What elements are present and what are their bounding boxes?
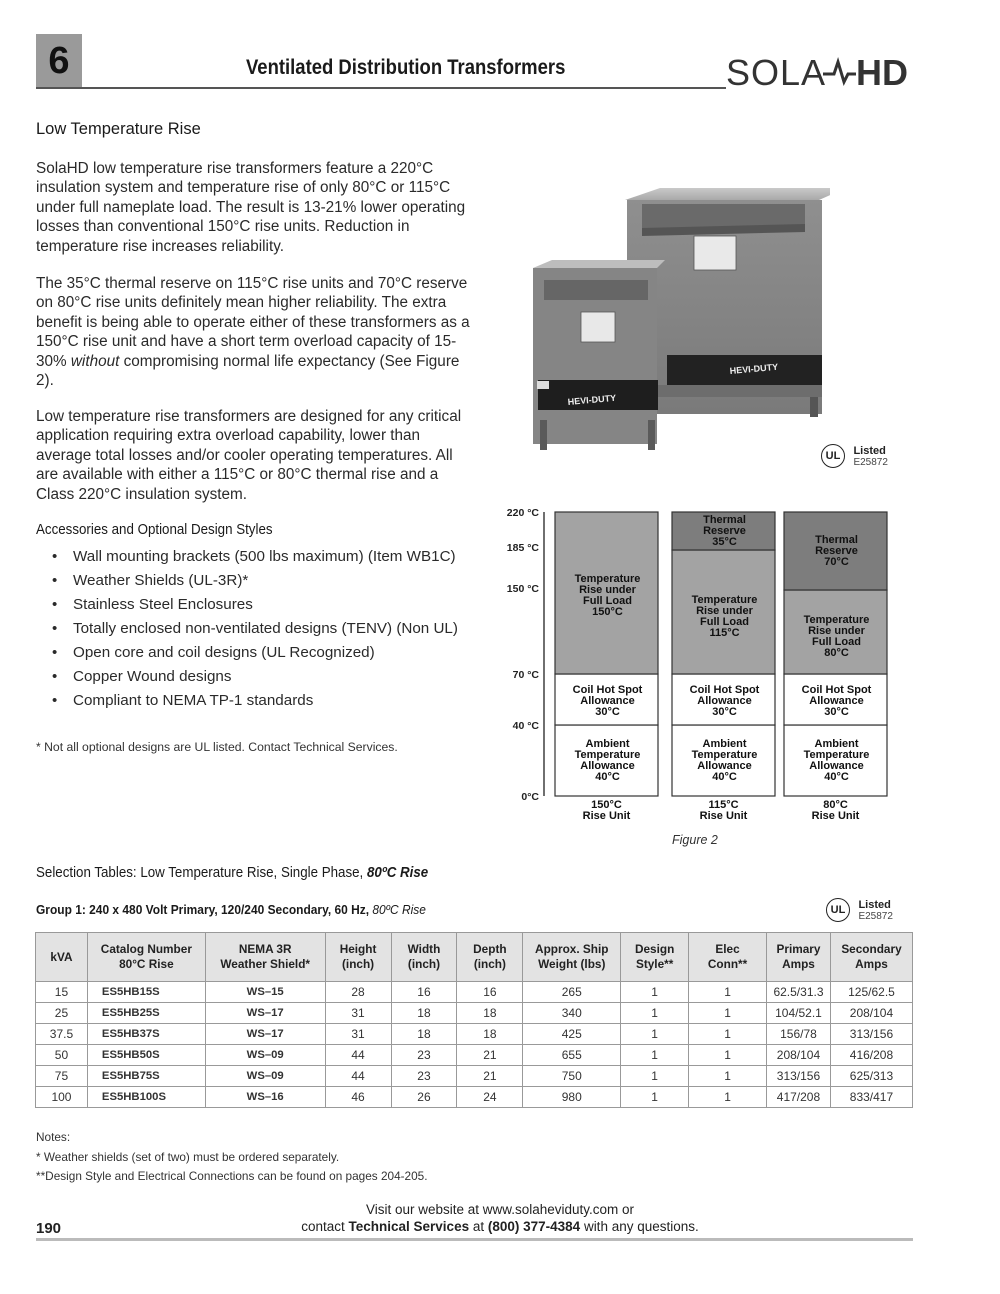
table-cell: 104/52.1 [767, 1003, 831, 1024]
footer-website-line: Visit our website at www.solaheviduty.com or [365, 1202, 635, 1217]
table-cell: 31 [325, 1003, 391, 1024]
table-cell: 44 [325, 1066, 391, 1087]
table-cell: 208/104 [767, 1045, 831, 1066]
segment-label: 115°C [709, 627, 740, 639]
table-cell: 44 [325, 1045, 391, 1066]
y-tick-label: 70 °C [512, 669, 539, 681]
table-cell: 1 [621, 982, 689, 1003]
segment-label: Temperature [803, 749, 870, 761]
page-header-title: Ventilated Distribution Transformers [246, 56, 566, 79]
ul-listed-mark [821, 444, 888, 468]
segment-label: 35°C [712, 536, 737, 548]
table-header-row [36, 933, 913, 982]
segment-label: Ambient [702, 738, 747, 750]
table-cell: 1 [689, 1045, 767, 1066]
segment-label: Temperature [803, 614, 870, 626]
segment-label: 40°C [824, 771, 849, 783]
table-cell: WS–09 [205, 1045, 325, 1066]
table-notes [36, 1128, 428, 1187]
table-cell: 50 [36, 1045, 88, 1066]
svg-text:HEVI-DUTY: HEVI-DUTY [567, 392, 617, 407]
table-row [36, 1024, 913, 1045]
column-label: 80°C [823, 799, 848, 811]
table-cell: 16 [391, 982, 457, 1003]
table-cell: 23 [391, 1066, 457, 1087]
figure-caption: Figure 2 [672, 833, 718, 847]
table-cell: 1 [621, 1066, 689, 1087]
table-cell: WS–17 [205, 1003, 325, 1024]
table-cell: 100 [36, 1087, 88, 1108]
segment-label: Allowance [697, 760, 752, 772]
segment-label: Rise under [579, 584, 636, 596]
table-cell: 340 [523, 1003, 621, 1024]
table-cell: 25 [36, 1003, 88, 1024]
column-label: 115°C [708, 799, 739, 811]
segment-label: Temperature [691, 749, 758, 761]
segment-label: Reserve [815, 545, 858, 557]
segment-label: 30°C [595, 706, 620, 718]
table-cell: 425 [523, 1024, 621, 1045]
rise-unit-column [672, 512, 775, 822]
table-cell: WS–17 [205, 1024, 325, 1045]
footer-contact-line: contact Technical Services at (800) 377-4384 with any questions. [301, 1219, 699, 1234]
notes-heading: Notes: [36, 1130, 71, 1144]
table-cell: 1 [689, 1024, 767, 1045]
table-cell: ES5HB75S [87, 1066, 205, 1087]
segment-label: Ambient [814, 738, 859, 750]
table-cell: 1 [689, 1087, 767, 1108]
table-cell: 1 [621, 1087, 689, 1108]
column-header: Elec Conn** [689, 933, 767, 982]
table-cell: ES5HB100S [87, 1087, 205, 1108]
svg-text:SOLA: SOLA [726, 52, 827, 92]
thermal-reserve-paragraph: The 35°C thermal reserve on 115°C rise units and 70°C reserve on 80°C rise units definitely mean higher reliability. The extra benefit is being able to operate either of these transformers as a 150°C rise unit and have a short term overload capacity of 15-30% without compromising normal life expectancy (See Figure 2). [36, 275, 470, 390]
ul-file-number: E25872 [853, 456, 888, 468]
segment-label: Temperature [574, 749, 641, 761]
note-design-style: **Design Style and Electrical Connections can be found on pages 204-205. [36, 1169, 428, 1183]
table-cell: 416/208 [830, 1045, 912, 1066]
segment-label: Rise under [808, 625, 865, 637]
list-item: • Weather Shields (UL-3R)* [52, 570, 458, 594]
segment-label: 70°C [824, 556, 849, 568]
table-cell: 21 [457, 1045, 523, 1066]
column-header: Primary Amps [767, 933, 831, 982]
transformer-product-photo [500, 180, 830, 460]
table-cell: 313/156 [830, 1024, 912, 1045]
solahd-logo [726, 52, 914, 92]
accessories-heading: Accessories and Optional Design Styles [36, 522, 273, 538]
application-paragraph: Low temperature rise transformers are designed for any critical application requiring extra overload capability, lower than average total losses and/or cooler operating temperatures. All are available with either a 115°C or 80°C thermal rise and a Class 220°C insulation system. [36, 408, 462, 503]
table-cell: 1 [689, 1003, 767, 1024]
table-cell: 417/208 [767, 1087, 831, 1108]
table-cell: ES5HB15S [87, 982, 205, 1003]
table-cell: 16 [457, 982, 523, 1003]
segment-label: 80°C [824, 647, 849, 659]
segment-label: Allowance [809, 695, 864, 707]
segment-label: 30°C [824, 706, 849, 718]
column-header: Approx. Ship Weight (lbs) [523, 933, 621, 982]
table-cell: 26 [391, 1087, 457, 1108]
segment-label: Coil Hot Spot [572, 684, 643, 696]
table-cell: WS–16 [205, 1087, 325, 1108]
column-header: Height (inch) [325, 933, 391, 982]
column-header: kVA [36, 933, 88, 982]
figure-axis [507, 507, 544, 803]
table-cell: 62.5/31.3 [767, 982, 831, 1003]
table-row [36, 1003, 913, 1024]
table-cell: 1 [621, 1024, 689, 1045]
table-cell: 75 [36, 1066, 88, 1087]
table-cell: 24 [457, 1087, 523, 1108]
segment-label: Full Load [700, 616, 749, 628]
header-rule [36, 87, 726, 89]
segment-label: 40°C [712, 771, 737, 783]
rise-unit-column [784, 512, 887, 822]
table-cell: WS–15 [205, 982, 325, 1003]
table-cell: 18 [391, 1003, 457, 1024]
list-item: • Compliant to NEMA TP-1 standards [52, 690, 458, 714]
svg-text:HEVI-DUTY: HEVI-DUTY [729, 361, 779, 376]
column-header: Design Style** [621, 933, 689, 982]
table-cell: 156/78 [767, 1024, 831, 1045]
table-row [36, 1045, 913, 1066]
list-item: • Open core and coil designs (UL Recognized) [52, 642, 458, 666]
column-label: Rise Unit [582, 810, 631, 822]
y-tick-label: 185 °C [506, 542, 539, 554]
table-cell: 46 [325, 1087, 391, 1108]
section-title: Low Temperature Rise [36, 120, 201, 138]
table-row [36, 1066, 913, 1087]
table-cell: 1 [689, 982, 767, 1003]
segment-label: 40°C [595, 771, 620, 783]
group-title: Group 1: 240 x 480 Volt Primary, 120/240 Secondary, 60 Hz, 80ºC Rise [36, 902, 426, 917]
segment-label: Allowance [697, 695, 752, 707]
segment-label: Reserve [703, 525, 746, 537]
column-label: Rise Unit [811, 810, 860, 822]
column-label: Rise Unit [699, 810, 748, 822]
y-tick-label: 0°C [521, 791, 539, 803]
table-cell: 21 [457, 1066, 523, 1087]
segment-label: Temperature [574, 573, 641, 585]
segment-label: Full Load [812, 636, 861, 648]
segment-label: Thermal [815, 534, 858, 546]
table-cell: 125/62.5 [830, 982, 912, 1003]
segment-label: Thermal [703, 514, 746, 526]
segment-label: Rise under [696, 605, 753, 617]
accessories-list [52, 546, 458, 714]
temperature-rise-figure [495, 500, 915, 830]
section-number-badge: 6 [36, 34, 82, 88]
ul-listed-label: Listed [853, 444, 886, 457]
table-cell: WS–09 [205, 1066, 325, 1087]
table-cell: 28 [325, 982, 391, 1003]
svg-text:HD: HD [856, 52, 908, 92]
segment-label: Ambient [585, 738, 630, 750]
table-cell: 1 [689, 1066, 767, 1087]
segment-label: 150°C [592, 606, 623, 618]
table-cell: 1 [621, 1003, 689, 1024]
y-tick-label: 150 °C [506, 583, 539, 595]
selection-table [35, 932, 913, 1108]
segment-label: Allowance [809, 760, 864, 772]
column-header: Catalog Number 80°C Rise [87, 933, 205, 982]
table-cell: 980 [523, 1087, 621, 1108]
table-cell: 37.5 [36, 1024, 88, 1045]
segment-label: Temperature [691, 594, 758, 606]
column-header: Secondary Amps [830, 933, 912, 982]
table-cell: ES5HB50S [87, 1045, 205, 1066]
note-weather-shields: * Weather shields (set of two) must be ordered separately. [36, 1149, 340, 1164]
column-header: Depth (inch) [457, 933, 523, 982]
segment-label: Allowance [580, 760, 635, 772]
intro-paragraph: SolaHD low temperature rise transformers feature a 220°C insulation system and temperature rise of only 80°C or 115°C under full nameplate load. The result is 13-21% lower operating losses than conventional 150°C rise units. Reduction in temperature rise increases reliability. [36, 160, 466, 255]
segment-label: 30°C [712, 706, 737, 718]
ul-logo: UL [821, 444, 845, 468]
list-item: • Copper Wound designs [52, 666, 458, 690]
column-label: 150°C [591, 799, 622, 811]
table-cell: 23 [391, 1045, 457, 1066]
selection-tables-title: Selection Tables: Low Temperature Rise, Single Phase, 80ºC Rise [36, 865, 429, 881]
table-cell: 1 [621, 1045, 689, 1066]
table-cell: 18 [391, 1024, 457, 1045]
footer-rule [36, 1238, 913, 1241]
segment-label: Coil Hot Spot [689, 684, 760, 696]
accessories-footnote: * Not all optional designs are UL listed. Contact Technical Services. [36, 740, 398, 754]
table-cell: 31 [325, 1024, 391, 1045]
table-cell: 15 [36, 982, 88, 1003]
list-item: • Totally enclosed non-ventilated designs (TENV) (Non UL) [52, 618, 458, 642]
list-item: • Wall mounting brackets (500 lbs maximum) (Item WB1C) [52, 546, 458, 570]
table-row [36, 1087, 913, 1108]
ul-logo: UL [826, 898, 850, 922]
page-number: 190 [36, 1220, 62, 1237]
segment-label: Allowance [580, 695, 635, 707]
table-cell: 833/417 [830, 1087, 912, 1108]
y-tick-label: 220 °C [506, 507, 539, 519]
table-cell: 655 [523, 1045, 621, 1066]
table-cell: 750 [523, 1066, 621, 1087]
table-cell: 625/313 [830, 1066, 912, 1087]
table-cell: 18 [457, 1003, 523, 1024]
table-cell: ES5HB37S [87, 1024, 205, 1045]
ul-listed-mark-table [826, 898, 893, 922]
table-cell: 265 [523, 982, 621, 1003]
table-cell: 313/156 [767, 1066, 831, 1087]
table-row [36, 982, 913, 1003]
table-cell: 18 [457, 1024, 523, 1045]
table-cell: 208/104 [830, 1003, 912, 1024]
rise-unit-column [555, 512, 658, 822]
column-header: NEMA 3R Weather Shield* [205, 933, 325, 982]
ul-listed-label: Listed [858, 898, 891, 911]
column-header: Width (inch) [391, 933, 457, 982]
segment-label: Full Load [583, 595, 632, 607]
table-cell: ES5HB25S [87, 1003, 205, 1024]
segment-label: Coil Hot Spot [801, 684, 872, 696]
list-item: • Stainless Steel Enclosures [52, 594, 458, 618]
ul-file-number: E25872 [858, 910, 893, 922]
y-tick-label: 40 °C [512, 720, 539, 732]
